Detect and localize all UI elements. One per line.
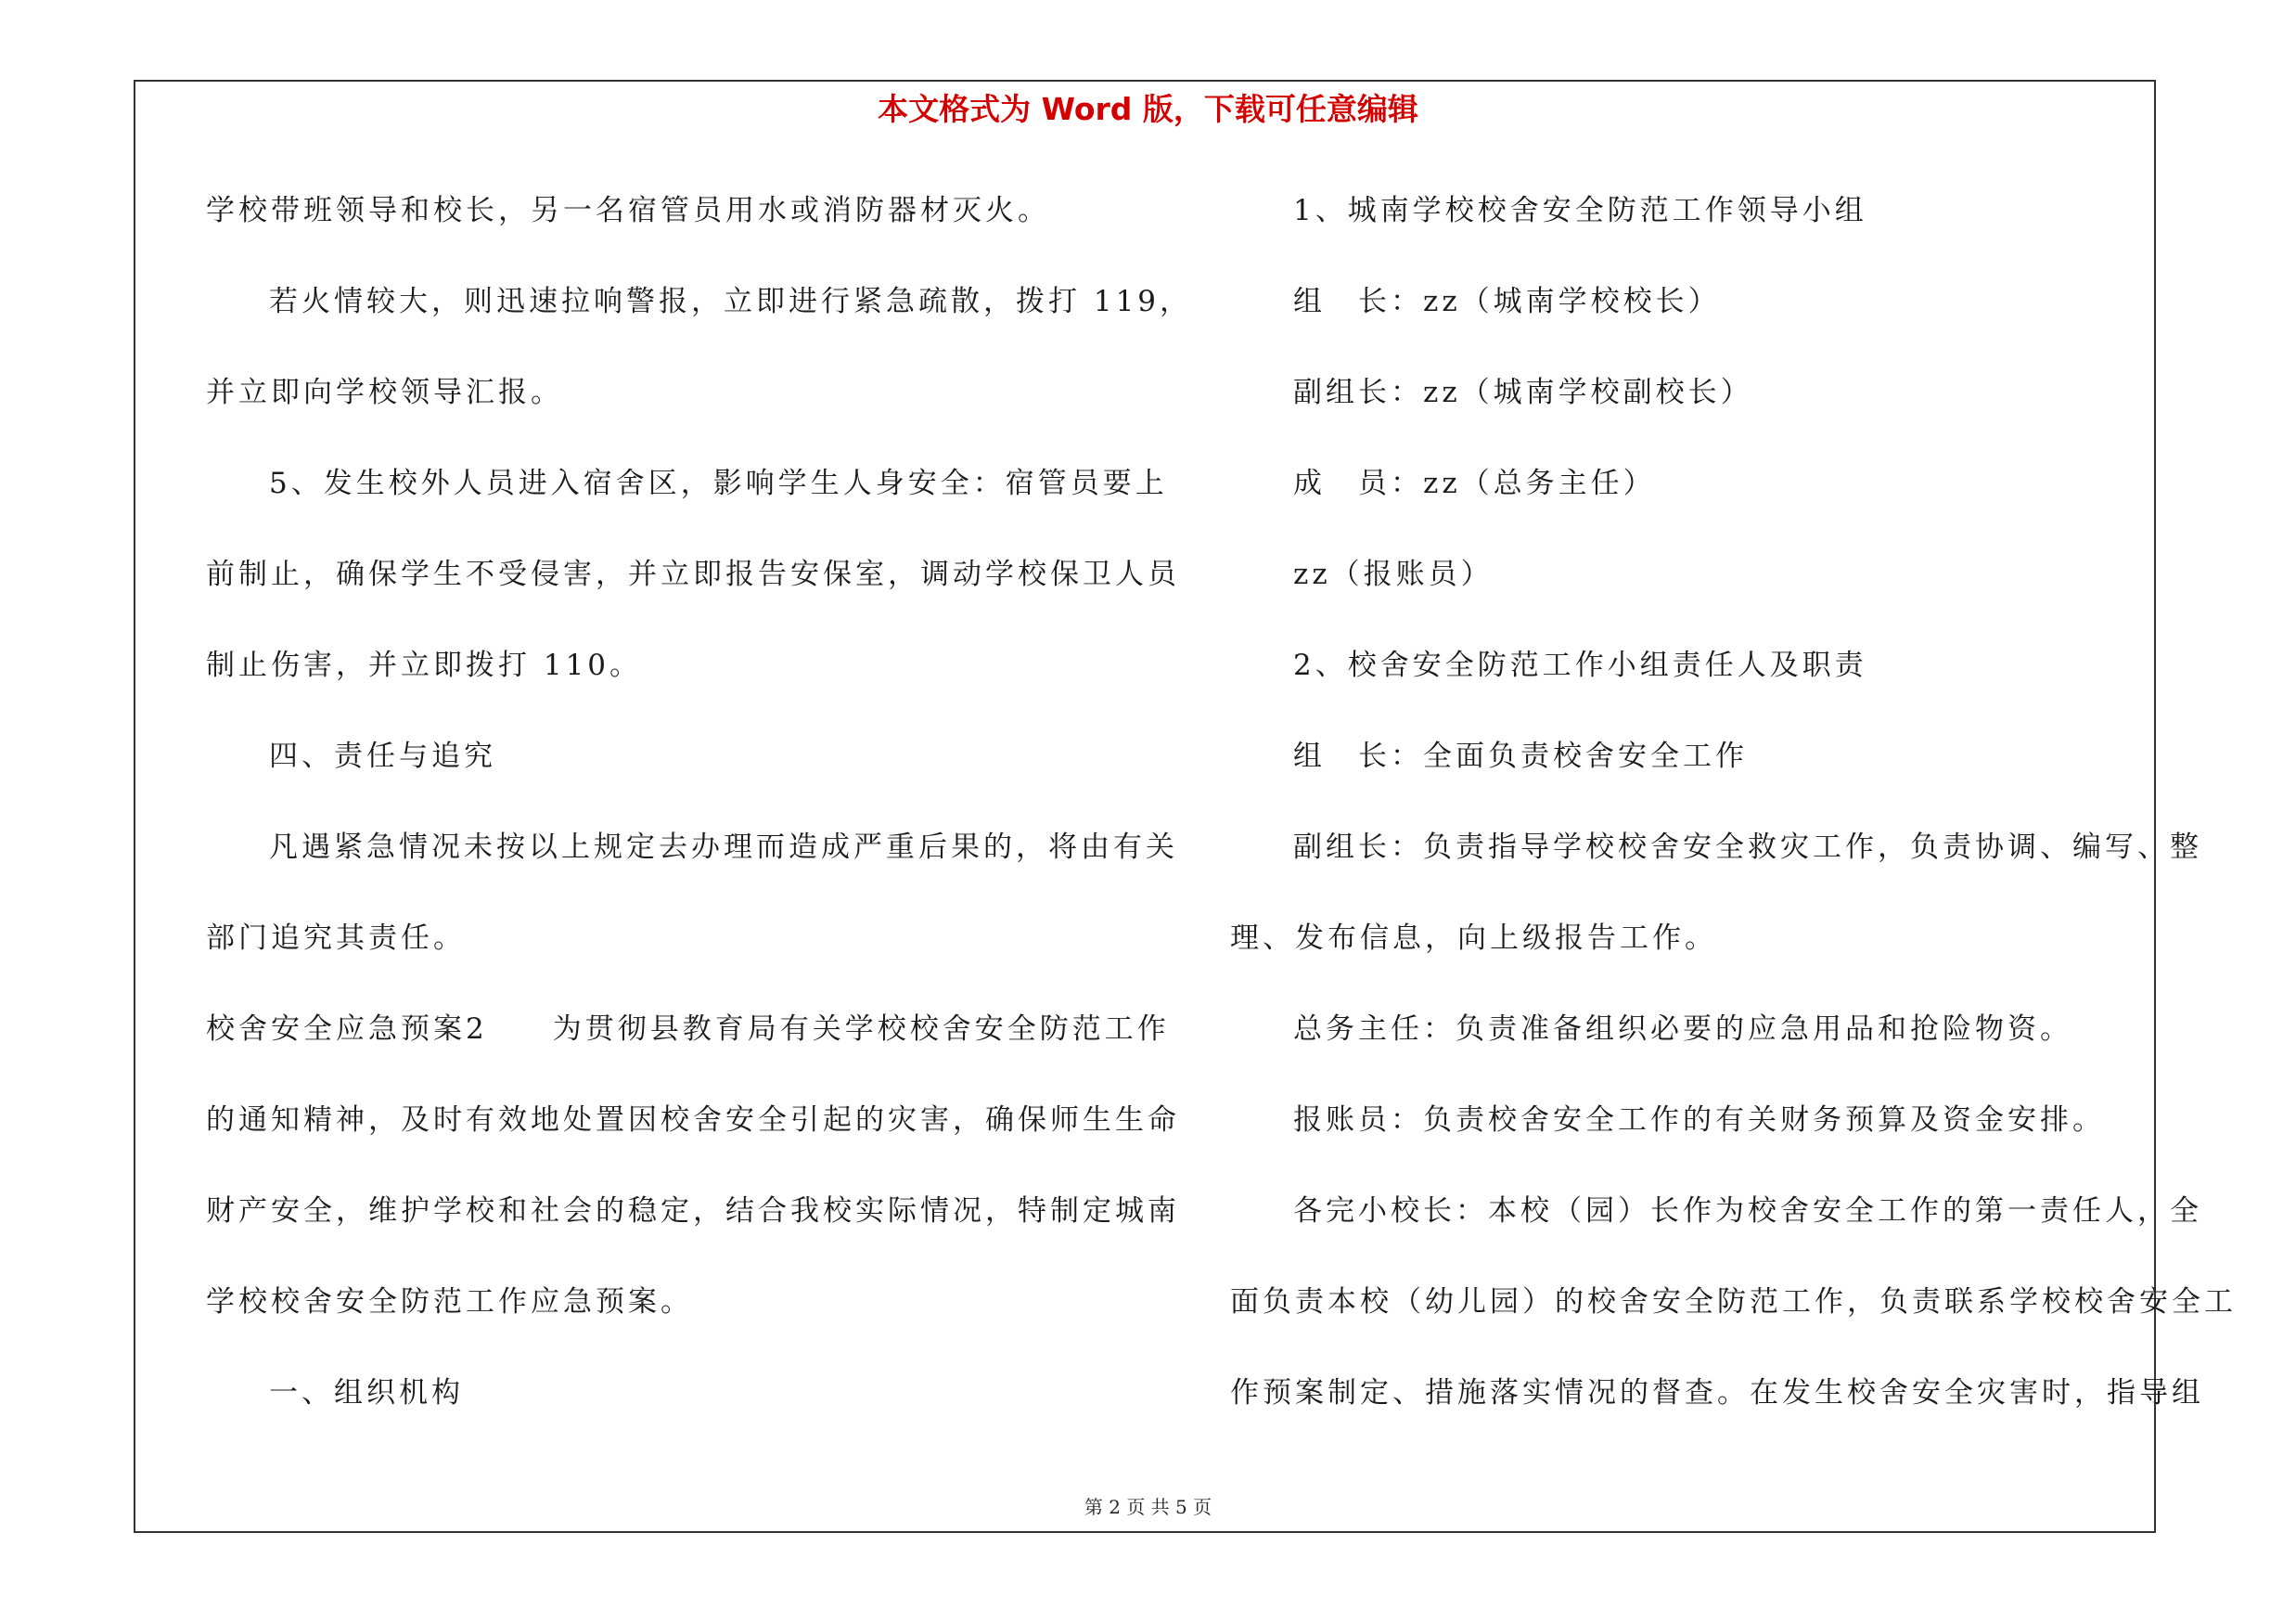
right-paragraph-line: 总务主任：负责准备组织必要的应急用品和抢险物资。 (1293, 1012, 2072, 1046)
left-paragraph-line: 学校校舍安全防范工作应急预案。 (206, 1285, 693, 1319)
right-paragraph-line: 报账员：负责校舍安全工作的有关财务预算及资金安排。 (1293, 1103, 2105, 1137)
left-paragraph-line: 5、发生校外人员进入宿舍区，影响学生人身安全：宿管员要上 (269, 467, 1168, 500)
left-paragraph-line: 制止伤害，并立即拨打 110。 (206, 649, 643, 682)
right-paragraph-line: 副组长：zz（城南学校副校长） (1293, 376, 1753, 409)
format-banner: 本文格式为 Word 版，下载可任意编辑 (878, 91, 1418, 127)
left-paragraph-line: 前制止，确保学生不受侵害，并立即报告安保室，调动学校保卫人员 (206, 558, 1180, 591)
left-paragraph-line: 财产安全，维护学校和社会的稳定，结合我校实际情况，特制定城南 (206, 1194, 1180, 1228)
left-paragraph-line: 学校带班领导和校长，另一名宿管员用水或消防器材灭火。 (206, 194, 1050, 227)
left-paragraph-line: 一、组织机构 (269, 1376, 464, 1410)
right-paragraph-line: 1、城南学校校舍安全防范工作领导小组 (1293, 194, 1867, 227)
right-paragraph-line: 2、校舍安全防范工作小组责任人及职责 (1293, 649, 1867, 682)
right-column (1230, 182, 2237, 1455)
left-paragraph-line: 四、责任与追究 (269, 740, 496, 773)
right-paragraph-line: 副组长：负责指导学校校舍安全救灾工作，负责协调、编写、整 (1293, 831, 2202, 864)
left-paragraph-line: 凡遇紧急情况未按以上规定去办理而造成严重后果的，将由有关 (269, 831, 1178, 864)
right-paragraph-line: 组 长：zz（城南学校校长） (1293, 285, 1721, 318)
left-paragraph-line: 若火情较大，则迅速拉响警报，立即进行紧急疏散，拨打 119， (269, 285, 1193, 318)
right-paragraph-line: 作预案制定、措施落实情况的督查。在发生校舍安全灾害时，指导组 (1230, 1376, 2204, 1410)
left-paragraph-line: 并立即向学校领导汇报。 (206, 376, 563, 409)
page-footer: 第 2 页 共 5 页 (1084, 1496, 1212, 1518)
left-column (206, 182, 1193, 1455)
left-paragraph-line: 校舍安全应急预案2 为贯彻县教育局有关学校校舍安全防范工作 (206, 1012, 1170, 1046)
right-paragraph-line: 理、发布信息，向上级报告工作。 (1230, 921, 1717, 955)
right-paragraph-line: 面负责本校（幼儿园）的校舍安全防范工作，负责联系学校校舍安全工 (1230, 1285, 2237, 1319)
right-paragraph-line: 各完小校长：本校（园）长作为校舍安全工作的第一责任人，全 (1293, 1194, 2202, 1228)
left-paragraph-line: 的通知精神，及时有效地处置因校舍安全引起的灾害，确保师生生命 (206, 1103, 1180, 1137)
right-paragraph-line: 成 员：zz（总务主任） (1293, 467, 1656, 500)
right-paragraph-line: 组 长：全面负责校舍安全工作 (1293, 740, 1748, 773)
right-paragraph-line: zz（报账员） (1293, 558, 1494, 591)
left-paragraph-line: 部门追究其责任。 (206, 921, 466, 955)
